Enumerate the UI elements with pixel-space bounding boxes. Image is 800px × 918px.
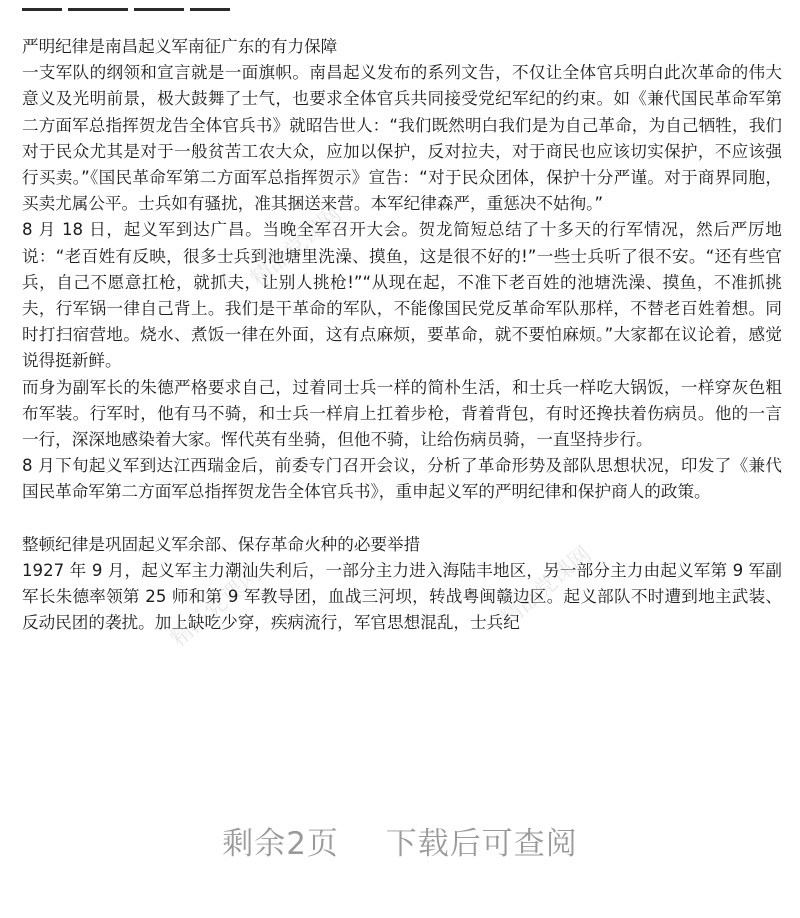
download-to-view-label[interactable]: 下载后可查阅 — [385, 826, 578, 862]
remaining-pages-label: 剩余2页 — [222, 826, 339, 862]
download-banner[interactable] — [0, 818, 800, 863]
paragraph: 而身为副军长的朱德严格要求自己，过着同士兵一样的简朴生活，和士兵一样吃大锅饭，一样穿灰色粗布军装。行军时，他有马不骑，和士兵一样肩上扛着步枪，背着背包，有时还搀扶着伤病员。他的一言一行，深深地感染着大家。恽代英有坐骑，但他不骑，让给伤病员骑，一直坚持步行。 — [22, 377, 782, 450]
section-discipline-south — [22, 34, 782, 506]
paragraph: 1927 年 9 月，起义军主力潮汕失利后，一部分主力进入海陆丰地区，另一部分主力由起义军第 9 军副军长朱德率领第 25 师和第 9 军教导团，血战三河坝，转战粤闽赣边区。起义部队不时遭到地主武装、反动民团的袭扰。加上缺吃少穿，疾病流行，军官思想混乱，士兵纪 — [22, 561, 782, 633]
cropped-top-text — [22, 0, 242, 6]
section-heading: 整顿纪律是巩固起义军余部、保存革命火种的必要举措 — [22, 534, 421, 554]
section-heading: 严明纪律是南昌起义军南征广东的有力保障 — [22, 37, 338, 56]
paragraph: 8 月下旬起义军到达江西瑞金后，前委专门召开会议，分析了革命形势及部队思想状况，印发了《兼代国民革命军第二方面军总指挥贺龙告全体官兵书》，重申起义军的严明纪律和保护商人的政策。 — [22, 456, 782, 502]
paragraph: 一支军队的纲领和宣言就是一面旗帜。南昌起义发布的系列文告，不仅让全体官兵明白此次革命的伟大意义及光明前景，极大鼓舞了士气，也要求全体官兵共同接受党纪军纪的约束。如《兼代国民革命军第二方面军总指挥贺龙告全体官兵书》就昭告世人：“我们既然明白我们是为自己革命，为自己牺牲，我们对于民众尤其是对于一般贫苦工农大众，应加以保护，反对拉夫，对于商民也应该切实保护，不应该强行买卖。”《国民革命军第二方面军总指挥贺示》宣告：“对于民众团体，保护十分严谨。对于商界同胞，买卖尤属公平。士兵如有骚扰，准其捆送来营。本军纪律森严，重惩决不姑徇。” — [22, 63, 782, 214]
watermark: 精品党课网 — [166, 562, 267, 652]
section-spacer — [22, 506, 782, 532]
content-fade — [0, 730, 800, 790]
section-discipline-rectify — [22, 532, 782, 637]
watermark: 精品党课网 — [246, 202, 347, 292]
document-body — [22, 34, 782, 637]
paragraph: 8 月 18 日，起义军到达广昌。当晚全军召开大会。贺龙简短总结了十多天的行军情况，然后严厉地说：“老百姓有反映，很多士兵到池塘里洗澡、摸鱼，这是很不好的!”一些士兵听了很不安。“还有些官兵，自己不愿意扛枪，就抓夫，让别人挑枪!”“从现在起，不准下老百姓的池塘洗澡、摸鱼，不准抓挑夫，行军锅一律自己背上。我们是干革命的军队，不能像国民党反革命军队那样，不替老百姓着想。同时打扫宿营地。烧水、煮饭一律在外面，这有点麻烦，要革命，就不要怕麻烦。”大家都在议论着，感觉说得挺新鲜。 — [22, 220, 782, 371]
watermark: 精品党课网 — [496, 542, 597, 632]
